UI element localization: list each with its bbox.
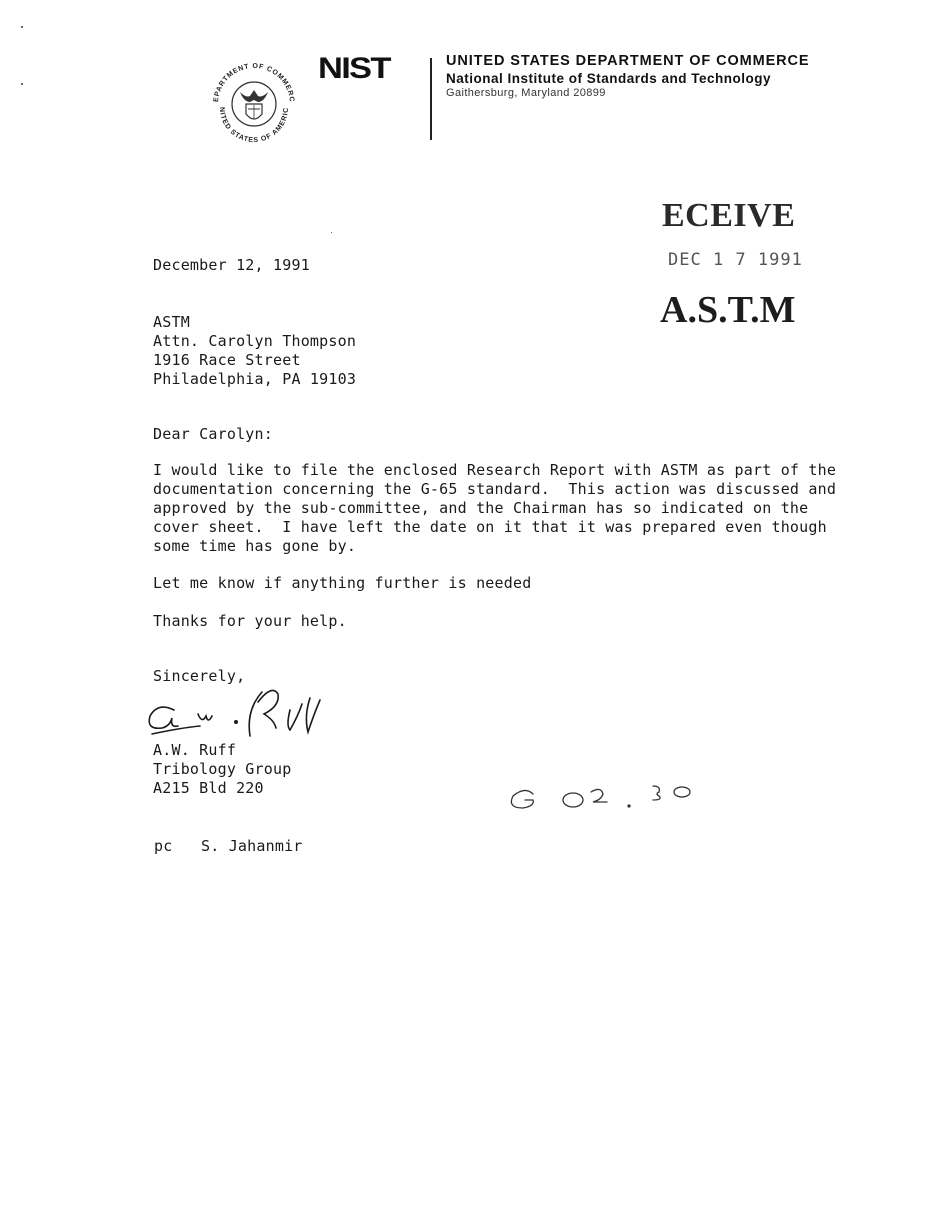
copy-label: pc <box>154 837 173 855</box>
salutation: Dear Carolyn: <box>153 425 273 443</box>
body-line: approved by the sub-committee, and the Chairman has so indicated on the <box>153 499 809 517</box>
handwritten-signature <box>140 680 330 742</box>
scan-speck <box>331 232 332 233</box>
institute-name: National Institute of Standards and Technology <box>446 71 772 86</box>
recipient-line: ASTM <box>153 313 190 331</box>
body-line: cover sheet. I have left the date on it that it was prepared even though <box>153 518 827 536</box>
svg-text:DEPARTMENT OF COMMERCE: EPARTMENT OF COMMERC <box>212 62 296 103</box>
body-paragraph-2: Let me know if anything further is needed <box>153 574 532 592</box>
signer-group: Tribology Group <box>153 760 292 778</box>
department-seal <box>204 52 304 152</box>
svg-text:UNITED STATES OF AMERICA: NITED STATES OF AMERIC <box>217 106 291 145</box>
recipient-line: Attn. Carolyn Thompson <box>153 332 357 350</box>
received-stamp-org: A.S.T.M <box>660 289 796 331</box>
department-name: UNITED STATES DEPARTMENT OF COMMERCE <box>446 53 810 69</box>
recipient-line: 1916 Race Street <box>153 351 301 369</box>
eagle-seal-icon <box>204 52 304 152</box>
received-stamp-date: DEC 1 7 1991 <box>668 250 803 270</box>
copy-recipient: S. Jahanmir <box>201 837 303 855</box>
body-paragraph-1 <box>153 461 836 556</box>
letter-date: December 12, 1991 <box>153 256 310 274</box>
institute-address: Gaithersburg, Maryland 20899 <box>446 87 606 99</box>
scan-speck <box>21 26 23 28</box>
closing: Sincerely, <box>153 667 246 685</box>
signer-room: A215 Bld 220 <box>153 779 264 797</box>
recipient-address <box>153 313 356 389</box>
body-line: documentation concerning the G-65 standard. This action was discussed and <box>153 480 837 498</box>
signature-block <box>153 741 291 798</box>
handwriting-icon <box>505 778 695 814</box>
signer-name: A.W. Ruff <box>153 741 237 759</box>
body-line: I would like to file the enclosed Research Report with ASTM as part of the <box>153 461 837 479</box>
recipient-line: Philadelphia, PA 19103 <box>153 370 357 388</box>
nist-logo: NIST <box>318 52 390 85</box>
handwritten-reference-code <box>505 778 695 814</box>
signature-icon <box>140 680 330 742</box>
letterhead-divider <box>430 58 432 140</box>
body-line: some time has gone by. <box>153 537 357 555</box>
body-paragraph-3: Thanks for your help. <box>153 612 347 630</box>
received-stamp-title: ECEIVE <box>662 197 796 234</box>
scan-speck <box>21 83 23 85</box>
